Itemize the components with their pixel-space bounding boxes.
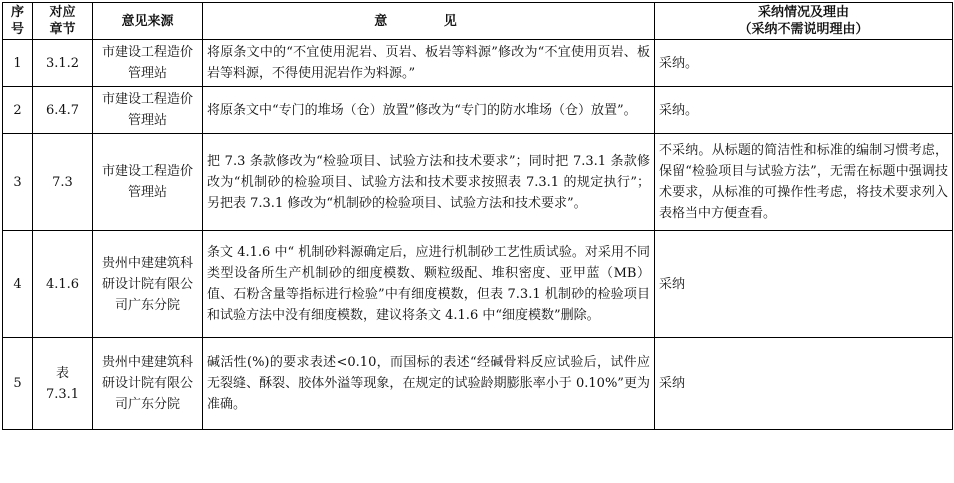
row-status: 采纳。 xyxy=(655,40,953,87)
row-index: 5 xyxy=(3,338,33,430)
header-status: 采纳情况及理由 （采纳不需说明理由） xyxy=(655,3,953,40)
row-section: 7.3 xyxy=(33,134,93,231)
row-section: 3.1.2 xyxy=(33,40,93,87)
row-source: 市建设工程造价管理站 xyxy=(93,40,203,87)
row-index: 4 xyxy=(3,231,33,338)
row-opinion: 将原条文中的“不宜使用泥岩、页岩、板岩等料源”修改为“不宜使用页岩、板岩等料源，不得使用泥岩作为料源。” xyxy=(203,40,655,87)
table-row xyxy=(3,231,953,338)
row-status: 采纳。 xyxy=(655,87,953,134)
row-status: 不采纳。从标题的简洁性和标准的编制习惯考虑，保留“检验项目与试验方法”，无需在标题中强调技术要求，从标准的可操作性考虑，将技术要求列入表格当中方便查看。 xyxy=(655,134,953,231)
row-index: 2 xyxy=(3,87,33,134)
row-opinion: 碱活性(%)的要求表述<0.10，而国标的表述“经碱骨料反应试验后，试件应无裂缝、酥裂、胶体外溢等现象，在规定的试验龄期膨胀率小于 0.10%”更为准确。 xyxy=(203,338,655,430)
row-index: 3 xyxy=(3,134,33,231)
row-source: 市建设工程造价管理站 xyxy=(93,87,203,134)
header-index: 序 号 xyxy=(3,3,33,40)
table-row xyxy=(3,338,953,430)
header-section: 对应 章节 xyxy=(33,3,93,40)
row-source: 贵州中建建筑科研设计院有限公司广东分院 xyxy=(93,338,203,430)
row-status: 采纳 xyxy=(655,338,953,430)
row-section: 4.1.6 xyxy=(33,231,93,338)
table-row xyxy=(3,87,953,134)
row-section: 表 7.3.1 xyxy=(33,338,93,430)
row-opinion: 把 7.3 条款修改为“检验项目、试验方法和技术要求”；同时把 7.3.1 条款修改为“机制砂的检验项目、试验方法和技术要求按照表 7.3.1 的规定执行”；另把表 7.3.1 修改为“机制砂的检验项目、试验方法和技术要求”。 xyxy=(203,134,655,231)
row-index: 1 xyxy=(3,40,33,87)
header-row xyxy=(3,3,953,40)
row-opinion: 将原条文中“专门的堆场（仓）放置”修改为“专门的防水堆场（仓）放置”。 xyxy=(203,87,655,134)
header-opinion: 意 见 xyxy=(203,3,655,40)
table-row xyxy=(3,134,953,231)
table-row xyxy=(3,40,953,87)
row-source: 市建设工程造价管理站 xyxy=(93,134,203,231)
header-source: 意见来源 xyxy=(93,3,203,40)
row-section: 6.4.7 xyxy=(33,87,93,134)
opinions-table xyxy=(2,2,953,430)
row-source: 贵州中建建筑科研设计院有限公司广东分院 xyxy=(93,231,203,338)
row-opinion: 条文 4.1.6 中“ 机制砂料源确定后，应进行机制砂工艺性质试验。对采用不同类型设备所生产机制砂的细度模数、颗粒级配、堆积密度、亚甲蓝（MB）值、石粉含量等指标进行检验”中有细度模数，但表 7.3.1 机制砂的检验项目和试验方法中没有细度模数，建议将条文 4.1.6 中“细度模数”删除。 xyxy=(203,231,655,338)
row-status: 采纳 xyxy=(655,231,953,338)
